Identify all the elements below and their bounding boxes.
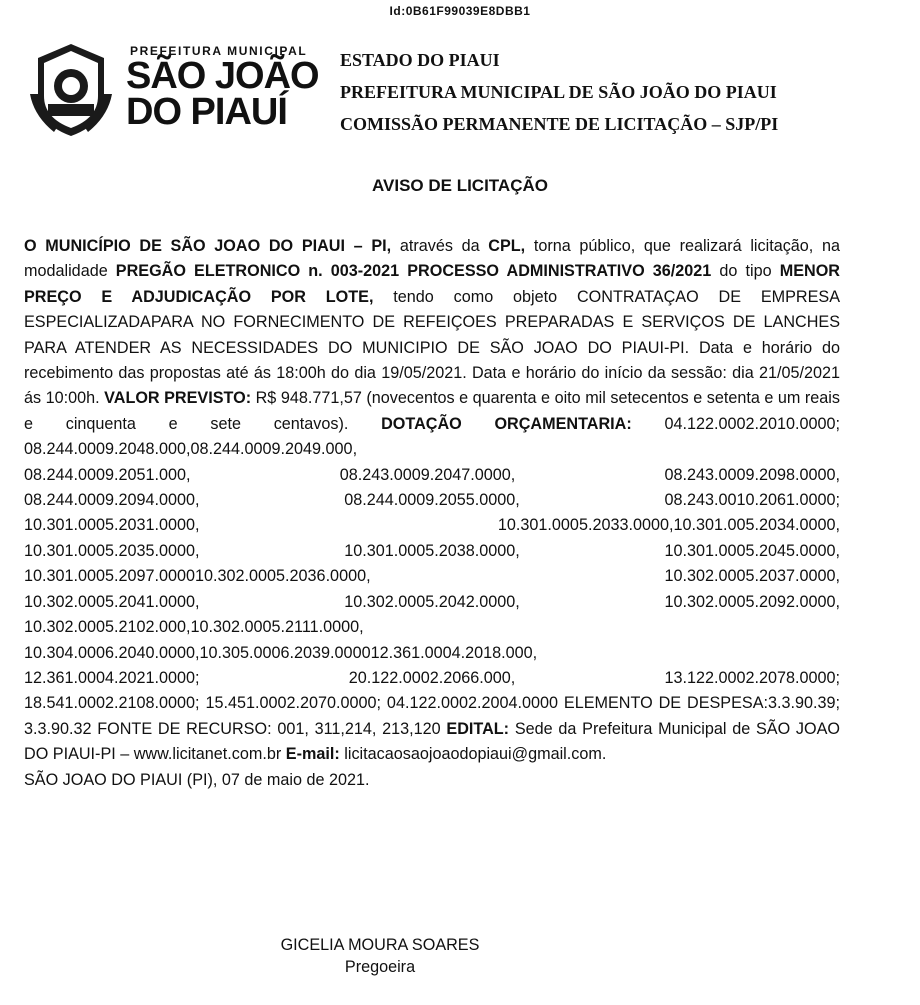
code-row xyxy=(24,539,840,564)
letterhead xyxy=(28,36,898,146)
tail-text-3: licitacaosaojoaodopiaui@gmail.com. xyxy=(339,745,607,764)
code-cell: 10.304.0006.2040.0000,10.305.0006.2039.000012.361.0004.2018.000, xyxy=(24,643,538,662)
org-line-state: ESTADO DO PIAUI xyxy=(340,50,500,70)
code-cell: 10.301.0005.2031.0000, xyxy=(24,516,200,535)
code-row xyxy=(24,564,840,589)
tail-paragraph xyxy=(24,691,840,767)
org-line-commission: COMISSÃO PERMANENTE DE LICITAÇÃO – SJP/PI xyxy=(340,114,779,134)
signature-block xyxy=(0,934,760,978)
code-cell: 10.302.0005.2037.0000, xyxy=(664,567,840,586)
code-row xyxy=(24,488,840,513)
code-cell: 12.361.0004.2021.0000; xyxy=(24,668,200,687)
code-cell: 10.301.0005.2045.0000, xyxy=(664,541,840,560)
intro-text-3: do tipo xyxy=(711,262,780,281)
organization-lines xyxy=(340,44,778,140)
budget-codes xyxy=(24,463,840,692)
municipal-seal-icon xyxy=(28,36,114,140)
edital-label: EDITAL: xyxy=(446,719,510,738)
code-cell: 08.244.0009.2094.0000, xyxy=(24,491,200,510)
code-cell: 13.122.0002.2078.0000; xyxy=(664,668,840,687)
signatory-role: Pregoeira xyxy=(344,958,416,976)
code-cell: 10.302.0005.2041.0000, xyxy=(24,592,200,611)
intro-text-2: torna público, que realizará licitação, na modalidade xyxy=(24,237,840,281)
code-cell: 08.244.0009.2055.0000, xyxy=(344,491,520,510)
signatory-name: GICELIA MOURA SOARES xyxy=(280,936,480,954)
tipo-label: MENOR PREÇO E ADJUDICAÇÃO POR LOTE, xyxy=(24,262,840,306)
municipality-name: O MUNICÍPIO DE SÃO JOAO DO PIAUI – PI, xyxy=(24,237,392,255)
code-cell: 10.301.0005.2035.0000, xyxy=(24,541,200,560)
code-cell: 08.243.0010.2061.0000; xyxy=(664,491,840,510)
intro-text-6: 04.122.0002.2010.0000; 08.244.0009.2048.000,08.244.0009.2049.000, xyxy=(24,414,841,459)
code-row xyxy=(24,513,840,538)
code-cell: 10.302.0005.2092.0000, xyxy=(664,592,840,611)
tail-text-2: Sede da Prefeitura Municipal de SÃO JOAO DO PIAUI-PI – www.licitanet.com.br xyxy=(24,719,840,764)
place-and-date: SÃO JOAO DO PIAUI (PI), 07 de maio de 2021. xyxy=(24,770,370,789)
code-cell: 08.244.0009.2051.000, xyxy=(24,465,191,484)
document-title: AVISO DE LICITAÇÃO xyxy=(372,176,548,195)
logo-subtitle: PREFEITURA MUNICIPAL xyxy=(130,44,308,58)
logo-line-1: SÃO JOÃO xyxy=(126,55,319,97)
code-cell: 10.301.0005.2097.000010.302.0005.2036.0000, xyxy=(24,567,371,586)
code-row xyxy=(24,615,840,640)
code-cell: 20.122.0002.2066.000, xyxy=(348,668,516,687)
org-line-prefecture: PREFEITURA MUNICIPAL DE SÃO JOÃO DO PIAUI xyxy=(340,82,777,102)
tail-text-1: 18.541.0002.2108.0000; 15.451.0002.2070.0000; 04.122.0002.2004.0000 ELEMENTO DE DESPESA:3.3.90.39; 3.3.90.32 FONTE DE RECURSO: 001, 311,214, 213,120 xyxy=(24,694,840,738)
logo-line-2: DO PIAUÍ xyxy=(126,91,287,133)
valor-previsto-label: VALOR PREVISTO: xyxy=(104,389,252,408)
code-cell: 10.302.0005.2102.000,10.302.0005.2111.0000, xyxy=(24,618,364,637)
intro-paragraph xyxy=(24,234,840,463)
intro-text-1: através da xyxy=(391,237,489,255)
code-row xyxy=(24,666,840,691)
notice-body xyxy=(24,234,840,793)
municipal-logo xyxy=(126,44,356,133)
code-cell: 10.301.0005.2038.0000, xyxy=(344,541,520,560)
pregao-label: PREGÃO ELETRONICO n. 003-2021 PROCESSO ADMINISTRATIVO 36/2021 xyxy=(115,262,712,281)
code-cell: 08.243.0009.2098.0000, xyxy=(664,465,840,484)
code-row xyxy=(24,641,840,666)
code-cell: 10.301.0005.2033.0000,10.301.005.2034.0000, xyxy=(497,516,840,535)
code-cell: 08.243.0009.2047.0000, xyxy=(339,465,516,484)
cpl-label: CPL, xyxy=(488,237,526,255)
intro-text-4: tendo como objeto CONTRATAÇAO DE EMPRESA ESPECIALIZADAPARA NO FORNECIMENTO DE REFEIÇOES PREPARADAS E SERVIÇOS DE LANCHES PARA ATENDER AS NECESSIDADES DO MUNICIPIO DE SÃO JOAO DO PIAUI-PI. Data e horário do recebimento das propostas até ás 18:00h do dia 19/05/2021. Data e horário do início da sessão: dia 21/05/2021 ás 10:00h. xyxy=(24,287,840,408)
document-id: Id:0B61F99039E8DBB1 xyxy=(389,4,531,18)
code-row xyxy=(24,463,840,488)
code-row xyxy=(24,590,840,615)
email-label: E-mail: xyxy=(285,745,340,764)
code-cell: 10.302.0005.2042.0000, xyxy=(344,592,520,611)
dotacao-label: DOTAÇÃO ORÇAMENTARIA: xyxy=(381,414,632,433)
intro-text-5: R$ 948.771,57 (novecentos e quarenta e oito mil setecentos e setenta e um reais e cinquenta e sete centavos). xyxy=(24,389,840,433)
